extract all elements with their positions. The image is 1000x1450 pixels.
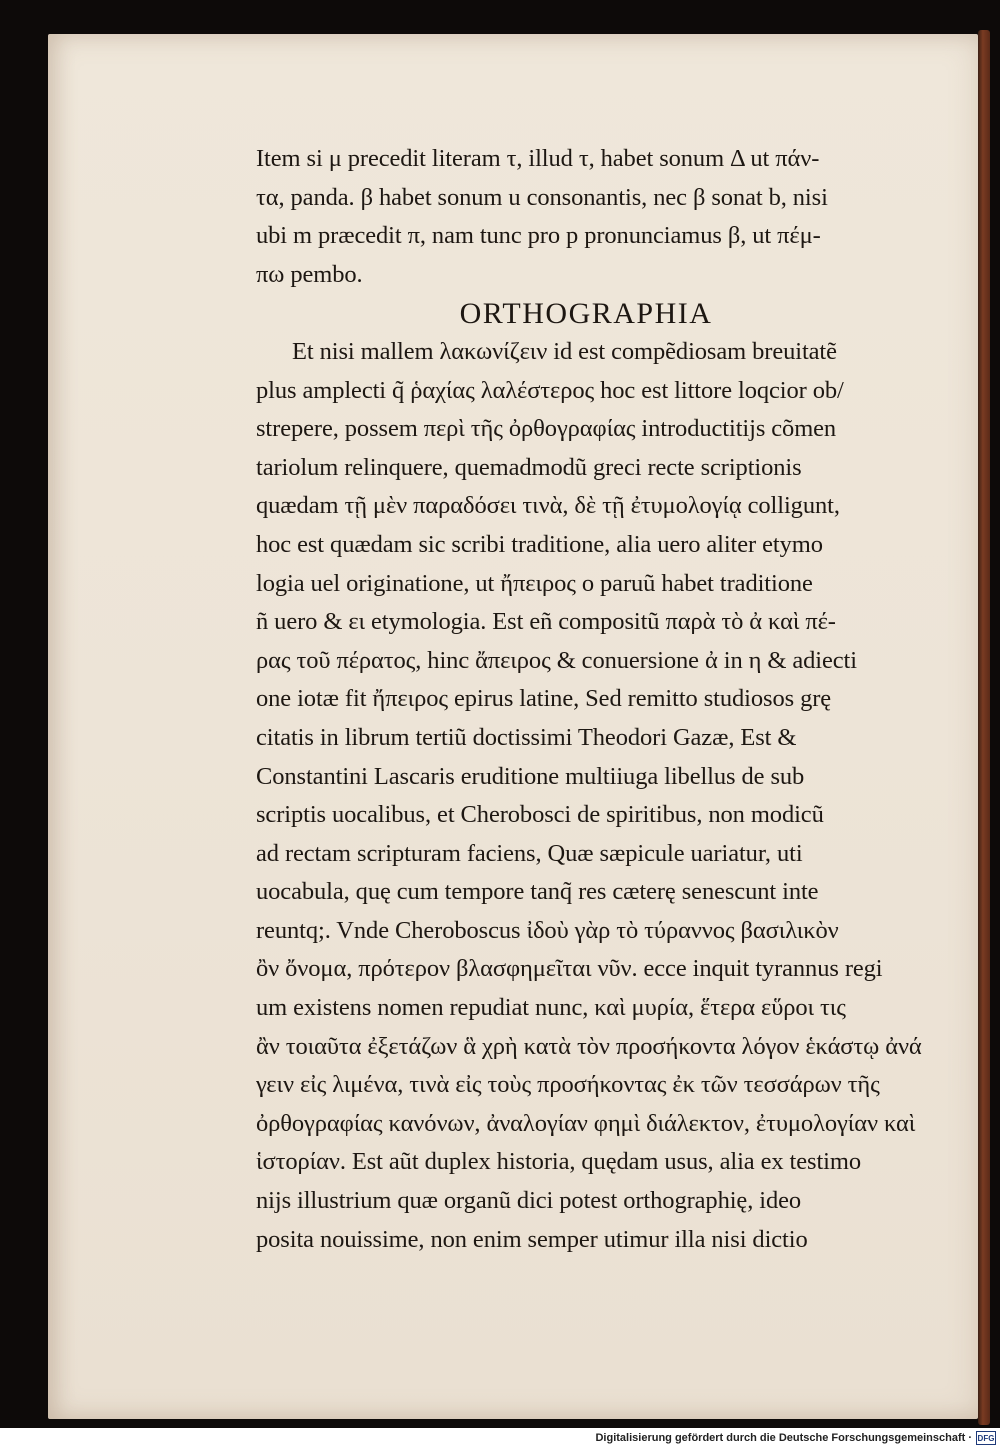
text-line: plus amplecti q̃ ῥαχίας λαλέστερος hoc est littore loqcior ob/ [256,376,844,404]
text-line: ἂν τοιαῦτα ἐξετάζων ἃ χρὴ κατὰ τὸν προσήκοντα λόγον ἑκάστῳ ἀνά [256,1032,922,1060]
text-line: ad rectam scripturam faciens, Quæ sæpicule uariatur, uti [256,839,803,867]
text-line: Item si μ precedit literam τ, illud τ, habet sonum Δ ut πάν- [256,145,820,172]
text-line: ñ uero & ει etymologia. Est eñ compositũ παρὰ τὸ ἀ καὶ πέ- [256,608,836,636]
text-line: ὂν ὄνομα, πρότερον βλασφημεῖται νῦν. ecce inquit tyrannus regi [256,955,883,983]
text-line: reuntq;. Vnde Cheroboscus ἰδοὺ γὰρ τὸ τύραννος βασιλικὸν [256,916,839,944]
text-line: strepere, possem περὶ τῆς ὀρθογραφίας introductitijs cõmen [256,415,837,443]
text-line: Et nisi mallem λακωνίζειν id est compẽdiosam breuitatẽ [292,337,837,365]
text-line: logia uel originatione, ut ἤπειρος o paruũ habet traditione [256,569,813,597]
text-line: one iotæ fit ἤπειρος epirus latine, Sed remitto studiosos grę [256,685,832,713]
text-line: tariolum relinquere, quemadmodũ greci recte scriptionis [256,453,802,481]
text-line: Constantini Lascaris eruditione multiiuga libellus de sub [256,762,805,790]
book-edge [978,30,990,1425]
funding-credit: Digitalisierung gefördert durch die Deutsche Forschungsgemeinschaft · [595,1432,972,1444]
text-line: ὀρθογραφίας κανόνων, ἀναλογίαν φημὶ διάλεκτον, ἐτυμολογίαν καὶ [256,1109,916,1137]
section-heading: ORTHOGRAPHIA [459,297,713,331]
page-text [256,140,956,1259]
text-line: posita nouissime, non enim semper utimur illa nisi dictio [256,1225,808,1253]
text-line: um existens nomen repudiat nunc, καὶ μυρία, ἕτερα εὕροι τις [256,994,846,1022]
text-line: scriptis uocalibus, et Cherobosci de spiritibus, non modicũ [256,801,824,829]
footer-bar [0,1428,1000,1450]
text-line: uocabula, quę cum tempore tanq̃ res cæterę senescunt inte [256,878,819,906]
text-line: πω pembo. [256,260,363,288]
dfg-logo-icon: DFG [976,1431,996,1445]
text-line: τα, panda. β habet sonum u consonantis, nec β sonat b, nisi [256,183,828,211]
text-line: ρας τοῦ πέρατος, hinc ἄπειρος & conuersione ἀ in η & adiecti [256,646,857,674]
text-line: γειν εἰς λιμένα, τινὰ εἰς τοὺς προσήκοντας ἐκ τῶν τεσσάρων τῆς [256,1071,880,1099]
text-line: quædam τῇ μὲν παραδόσει τινὰ, δὲ τῇ ἐτυμολογίᾳ colligunt, [256,492,840,520]
text-line: ἱστορίαν. Est aũt duplex historia, quędam usus, alia ex testimo [256,1148,861,1176]
text-line: hoc est quædam sic scribi traditione, alia uero aliter etymo [256,530,823,558]
text-line: citatis in librum tertiũ doctissimi Theodori Gazæ, Est & [256,723,797,751]
text-line: ubi m præcedit π, nam tunc pro p pronunciamus β, ut πέμ- [256,222,821,250]
text-line: nijs illustrium quæ organũ dici potest orthographię, ideo [256,1187,802,1215]
